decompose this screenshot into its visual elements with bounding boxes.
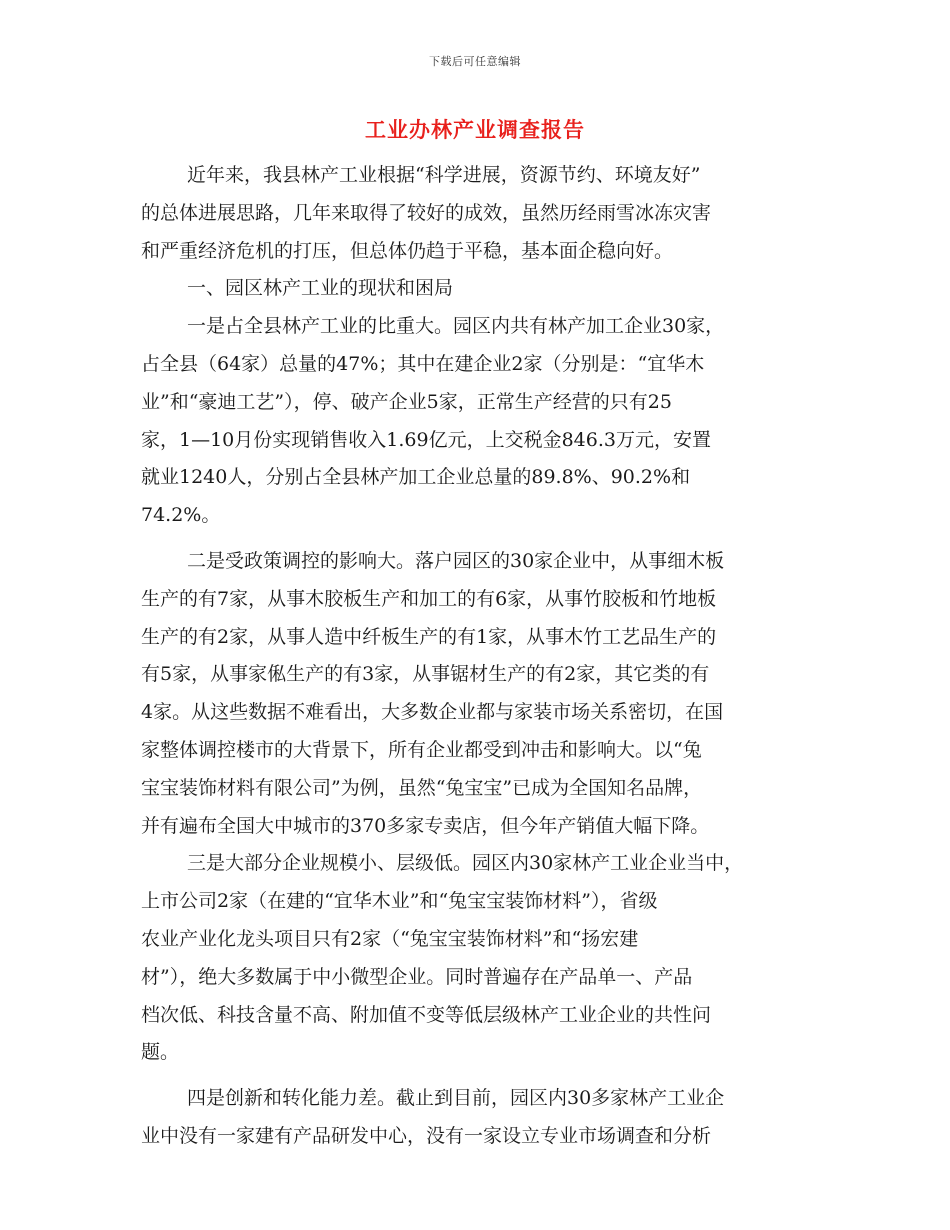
text-line: 家，1—10月份实现销售收入1.69亿元，上交税金846.3万元，安置 [141, 428, 711, 451]
text-line: 宝宝装饰材料有限公司”为例，虽然“兔宝宝”已成为全国知名品牌， [141, 776, 703, 799]
text-line: 材”），绝大多数属于中小微型企业。同时普遍存在产品单一、产品 [141, 965, 693, 988]
paragraph-gap [141, 535, 821, 543]
text-line: 74.2%。 [141, 504, 221, 527]
text-line: 和严重经济危机的打压，但总体仍趋于平稳，基本面企稳向好。 [141, 239, 674, 262]
text-line: 一是占全县林产工业的比重大。园区内共有林产加工企业30家， [187, 315, 725, 338]
text-line: 三是大部分企业规模小、层级低。园区内30家林产工业企业当中， [187, 852, 744, 875]
text-line: 占全县（64家）总量的47%；其中在建企业2家（分别是：“宜华木 [141, 352, 705, 375]
text-line: 档次低、科技含量不高、附加值不变等低层级林产工业企业的共性问 [141, 1003, 712, 1026]
paragraph-gap [141, 1072, 821, 1080]
text-line: 有5家，从事家俬生产的有3家，从事锯材生产的有2家，其它类的有 [141, 663, 710, 686]
text-line: 生产的有7家，从事木胶板生产和加工的有6家，从事竹胶板和竹地板 [141, 587, 717, 610]
text-line: 农业产业化龙头项目只有2家（“兔宝宝装饰材料”和“扬宏建 [141, 927, 639, 950]
document-title: 工业办林产业调查报告 [365, 117, 585, 142]
section-heading [141, 270, 821, 308]
paragraph-intro [141, 157, 821, 270]
text-line: 家整体调控楼市的大背景下，所有企业都受到冲击和影响大。以“兔 [141, 738, 702, 761]
page-header: 下载后可任意编辑 [429, 55, 521, 68]
text-line: 二是受政策调控的影响大。落户园区的30家企业中，从事细木板 [187, 549, 725, 572]
text-line: 业”和“豪迪工艺”），停、破产企业5家，正常生产经营的只有25 [141, 390, 672, 413]
text-line: 4家。从这些数据不难看出，大多数企业都与家装市场关系密切，在国 [141, 701, 724, 724]
paragraph-point-one [141, 308, 821, 535]
text-line: 近年来，我县林产工业根据“科学进展，资源节约、环境友好” [187, 164, 701, 186]
text-line: 生产的有2家，从事人造中纤板生产的有1家，从事木竹工艺品生产的 [141, 625, 717, 648]
paragraph-point-four [141, 1080, 821, 1156]
text-line: 并有遍布全国大中城市的370多家专卖店，但今年产销值大幅下降。 [141, 814, 710, 837]
text-line: 就业1240人，分别占全县林产加工企业总量的89.8%、90.2%和 [141, 466, 691, 489]
text-line: 上市公司2家（在建的“宜华木业”和“兔宝宝装饰材料”），省级 [141, 890, 658, 913]
text-line: 题。 [141, 1041, 180, 1064]
text-line: 四是创新和转化能力差。截止到目前，园区内30多家林产工业企 [187, 1087, 725, 1110]
paragraph-point-two [141, 543, 821, 845]
document-body [141, 157, 821, 1156]
text-line: 一、园区林产工业的现状和困局 [187, 277, 454, 300]
text-line: 业中没有一家建有产品研发中心，没有一家设立专业市场调查和分析 [141, 1124, 712, 1147]
paragraph-point-three [141, 845, 821, 1072]
text-line: 的总体进展思路，几年来取得了较好的成效，虽然历经雨雪冰冻灾害 [141, 201, 712, 224]
